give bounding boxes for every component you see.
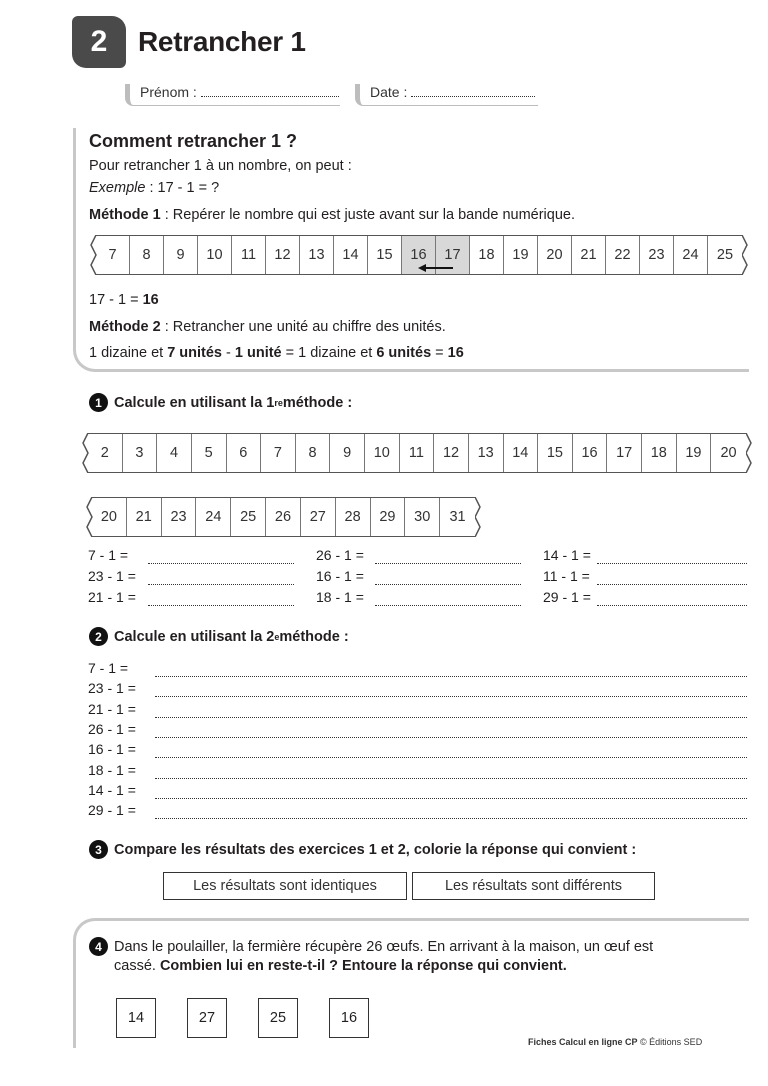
calc-item (316, 589, 364, 605)
band-cell: 3 (123, 434, 158, 472)
firstname-label: Prénom : (140, 84, 197, 100)
page-title: Retrancher 1 (138, 26, 306, 57)
calc-item (88, 547, 128, 563)
lesson-number-badge: 2 (72, 16, 126, 68)
footer-title: Fiches Calcul en ligne CP (528, 1037, 638, 1047)
calc-item (316, 568, 364, 584)
answer-option-25[interactable]: 25 (258, 998, 298, 1038)
band-cell: 7 (261, 434, 296, 472)
exercise1-number-badge: 1 (89, 393, 108, 412)
choice-different[interactable]: Les résultats sont différents (412, 872, 655, 900)
lesson-heading: Comment retrancher 1 ? (89, 131, 298, 151)
exercise3-title-text: Compare les résultats des exercices 1 et 2, colorie la réponse qui convient : (114, 841, 637, 858)
band-cell: 26 (266, 498, 301, 536)
exercise1-title-sup: re (274, 397, 283, 408)
band-cell: 11 (232, 236, 266, 274)
calc-label: 18 - 1 = (316, 589, 364, 605)
exercise2-title (89, 627, 349, 646)
exercise4-question: Combien lui en reste-t-il ? Entoure la réponse qui convient. (159, 958, 567, 974)
band-cell: 16 (402, 236, 436, 274)
calc-label: 23 - 1 = (88, 568, 136, 584)
answer-dotted-line[interactable] (375, 552, 521, 564)
method1-text: : Repérer le nombre qui est juste avant sur la bande numérique. (160, 207, 575, 223)
calc-label: 7 - 1 = (88, 660, 129, 676)
answer-dotted-line[interactable] (597, 552, 747, 564)
band-cell: 14 (334, 236, 368, 274)
answer-dotted-line[interactable] (155, 665, 747, 677)
calc-label: 14 - 1 = (88, 781, 136, 798)
band-cell: 22 (606, 236, 640, 274)
answer-dotted-line[interactable] (375, 594, 521, 606)
band-cell: 17 (607, 434, 642, 472)
calc-label: 7 - 1 = (88, 547, 129, 563)
lesson-intro: Pour retrancher 1 à un nombre, on peut : (89, 158, 352, 174)
exercise1-title (89, 393, 352, 412)
answer-dotted-line[interactable] (148, 594, 294, 606)
method2-label: Méthode 2 (89, 319, 161, 335)
band-cell: 11 (400, 434, 435, 472)
band-cell: 15 (368, 236, 402, 274)
calc-label: 16 - 1 = (88, 741, 136, 758)
band-cell: 20 (538, 236, 572, 274)
band-zigzag-left (79, 433, 89, 473)
band-cell: 10 (365, 434, 400, 472)
band-cell: 15 (538, 434, 573, 472)
band-cell: 18 (470, 236, 504, 274)
band-cell: 18 (642, 434, 677, 472)
band-cell: 23 (640, 236, 674, 274)
calc-item (543, 547, 591, 563)
band-zigzag-right (746, 433, 756, 473)
exercise4-text-line1 (89, 937, 653, 956)
m2-part-bold: 6 unités (376, 345, 432, 361)
example-label: Exemple (89, 180, 146, 196)
band-cell: 10 (198, 236, 232, 274)
method2-example (89, 345, 464, 361)
exercise2-title-text-end: méthode : (279, 628, 349, 645)
calc-item (316, 547, 364, 563)
band-cell: 29 (371, 498, 406, 536)
m2-part: 1 dizaine et (89, 345, 168, 361)
band-cell: 13 (469, 434, 504, 472)
answer-option-27[interactable]: 27 (187, 998, 227, 1038)
m2-part: - (222, 345, 235, 361)
calc-item (88, 568, 136, 584)
band-cell: 19 (677, 434, 712, 472)
band-cell: 31 (449, 509, 466, 525)
band-cell: 27 (301, 498, 336, 536)
band-cell: 25 (231, 498, 266, 536)
band-cell: 9 (330, 434, 365, 472)
method2-text: : Retrancher une unité au chiffre des unités. (160, 319, 446, 335)
answer-option-14[interactable]: 14 (116, 998, 156, 1038)
calc-label: 18 - 1 = (88, 761, 136, 778)
method1-line (89, 207, 575, 223)
method2-line (89, 319, 446, 335)
band-cell: 4 (157, 434, 192, 472)
exercise4-text-line2 (114, 958, 567, 974)
band-cell: 12 (266, 236, 300, 274)
m2-part-bold: 16 (447, 345, 464, 361)
band-zigzag-left (83, 497, 93, 537)
band-zigzag-left (87, 235, 97, 275)
m2-part: = (431, 345, 448, 361)
example-result (89, 292, 159, 308)
band-cell: 30 (405, 498, 440, 536)
calc-label: 16 - 1 = (316, 568, 364, 584)
m2-part: = 1 dizaine et (281, 345, 377, 361)
left-arrow-icon (418, 264, 454, 272)
band-zigzag-right (742, 235, 752, 275)
footer-publisher: © Éditions SED (637, 1037, 703, 1047)
date-label: Date : (370, 84, 408, 100)
calc-label: 21 - 1 = (88, 589, 136, 605)
exercise3-number-badge: 3 (89, 840, 108, 859)
exercise4-number-badge: 4 (89, 937, 108, 956)
answer-dotted-line[interactable] (155, 807, 747, 819)
calc-label: 29 - 1 = (88, 802, 136, 819)
firstname-field[interactable] (125, 84, 340, 106)
number-line-exercise1-b (92, 497, 475, 537)
example-text: : 17 - 1 = ? (145, 180, 220, 196)
date-dotted-line (411, 85, 535, 97)
answer-dotted-line[interactable] (155, 726, 747, 738)
answer-dotted-line[interactable] (155, 746, 747, 758)
method1-label: Méthode 1 (89, 207, 161, 223)
result-prefix: 17 - 1 = (89, 292, 143, 308)
calc-label: 11 - 1 = (543, 568, 590, 584)
band-zigzag-right (475, 497, 485, 537)
exercise2-number-badge: 2 (89, 627, 108, 646)
exercise4-text1: Dans le poulailler, la fermière récupère 26 œufs. En arrivant à la maison, un œuf est (114, 938, 654, 955)
calc-item (88, 589, 136, 605)
exercise2-title-sup: e (274, 631, 280, 642)
answer-dotted-line[interactable] (375, 573, 521, 585)
m2-part-bold: 1 unité (234, 345, 282, 361)
calc-label: 26 - 1 = (88, 720, 136, 737)
band-cell: 13 (300, 236, 334, 274)
lesson-example (89, 180, 219, 196)
answer-option-16[interactable]: 16 (329, 998, 369, 1038)
exercise2-title-text: Calcule en utilisant la 2 (114, 628, 275, 645)
answer-dotted-line[interactable] (597, 594, 747, 606)
calc-label: 29 - 1 = (543, 589, 591, 605)
answer-dotted-line[interactable] (155, 706, 747, 718)
calc-label: 14 - 1 = (543, 547, 591, 563)
band-cell: 24 (196, 498, 231, 536)
calc-label: 26 - 1 = (316, 547, 364, 563)
band-cell: 25 (716, 247, 734, 263)
number-line-exercise1-a (88, 433, 746, 473)
answer-dotted-line[interactable] (155, 685, 747, 697)
answer-dotted-line[interactable] (597, 573, 747, 585)
exercise1-title-text-end: méthode : (282, 394, 353, 411)
answer-dotted-line[interactable] (148, 552, 294, 564)
date-field[interactable] (355, 84, 538, 106)
answer-dotted-line[interactable] (148, 573, 294, 585)
band-cell: 20 (720, 445, 737, 461)
band-cell: 21 (127, 498, 162, 536)
band-cell: 14 (504, 434, 539, 472)
calc-item (543, 589, 591, 605)
band-cell: 2 (88, 434, 123, 472)
band-cell: 6 (227, 434, 262, 472)
m2-part-bold: 7 unités (167, 345, 222, 361)
band-cell: 28 (336, 498, 371, 536)
calc-label: 21 - 1 = (88, 700, 136, 717)
band-cell: 23 (162, 498, 197, 536)
band-cell: 9 (164, 236, 198, 274)
exercise3-title (89, 840, 636, 859)
answer-dotted-line[interactable] (155, 767, 747, 779)
calc-item (543, 568, 590, 584)
band-cell: 17 (436, 236, 470, 274)
band-cell: 12 (434, 434, 469, 472)
band-cell: 8 (296, 434, 331, 472)
choice-identical[interactable]: Les résultats sont identiques (163, 872, 407, 900)
band-cell: 8 (130, 236, 164, 274)
band-cell: 16 (573, 434, 608, 472)
band-cell: 24 (674, 236, 708, 274)
exercise1-title-text: Calcule en utilisant la 1 (114, 394, 275, 411)
result-value: 16 (142, 292, 159, 308)
band-cell: 20 (92, 498, 127, 536)
band-cell: 7 (96, 236, 130, 274)
band-cell: 19 (504, 236, 538, 274)
firstname-dotted-line (201, 85, 339, 97)
band-cell: 5 (192, 434, 227, 472)
exercise4-text2: cassé. (114, 958, 160, 974)
answer-dotted-line[interactable] (155, 787, 747, 799)
footer-credit (528, 1037, 702, 1047)
band-cell: 21 (572, 236, 606, 274)
calc-label: 23 - 1 = (88, 680, 136, 697)
